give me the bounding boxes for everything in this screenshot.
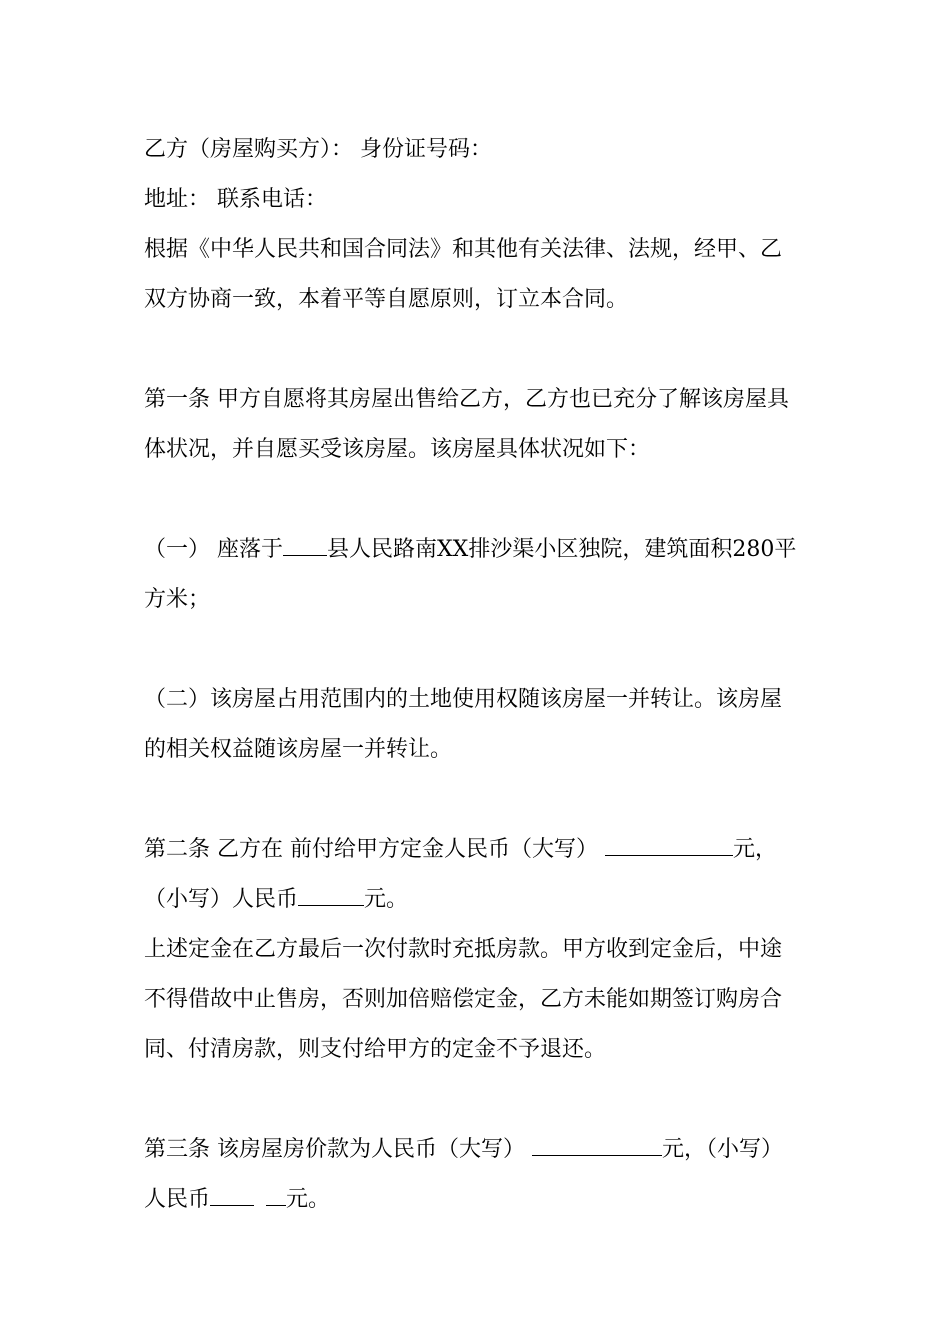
article2-yuan1: 元， [733, 837, 778, 862]
article3-yuan1: 元，（小写） [662, 1137, 784, 1162]
address-label: 地址： [144, 187, 211, 212]
article3-line2-prefix: 人民币 [144, 1187, 211, 1212]
item1-suffix: 平 [774, 537, 797, 562]
article1-line-1: 第一条 甲方自愿将其房屋出售给乙方，乙方也已充分了解该房屋具 [144, 387, 789, 412]
article3-prefix: 第三条 该房屋房价款为人民币（大写） [144, 1137, 525, 1162]
item1-line-1 [144, 535, 814, 565]
item1-prefix: （一） 座落于 [144, 537, 283, 562]
article2-line-5: 同、付清房款，则支付给甲方的定金不予退还。 [144, 1037, 607, 1062]
id-number-label: 身份证号码： [360, 137, 493, 162]
article2-prefix: 第二条 乙方在 前付给甲方定金人民币（大写） [144, 837, 598, 862]
article2-line-4: 不得借故中止售房，否则加倍赔偿定金，乙方未能如期签订购房合 [144, 987, 783, 1012]
article2-line2-prefix: （小写）人民币 [144, 887, 299, 912]
item1-area: 280 [732, 537, 775, 562]
article3-amount-lower-blank-1[interactable] [210, 1185, 254, 1206]
item2-line-1: （二）该房屋占用范围内的土地使用权随该房屋一并转让。该房屋 [144, 687, 783, 712]
buyer-line [144, 135, 814, 165]
article3-amount-lower-blank-2[interactable] [266, 1185, 286, 1206]
preamble-line-2: 双方协商一致，本着平等自愿原则，订立本合同。 [144, 287, 629, 312]
article2-line-3: 上述定金在乙方最后一次付款时充抵房款。甲方收到定金后，中途 [144, 937, 783, 962]
address-line [144, 185, 814, 215]
article1-line-2: 体状况，并自愿买受该房屋。该房屋具体状况如下： [144, 437, 651, 462]
item1-mid2: 排沙渠小区独院，建筑面积 [468, 537, 733, 562]
article2-line-2 [144, 885, 814, 915]
article2-line-1 [144, 835, 814, 865]
article2-yuan2: 元。 [364, 887, 409, 912]
item1-mid1: 县人民路南 [327, 537, 438, 562]
article2-amount-upper-blank[interactable] [605, 835, 733, 856]
article2-amount-lower-blank[interactable] [298, 885, 364, 906]
buyer-label: 乙方（房屋购买方）： [144, 137, 354, 162]
article3-line-1 [144, 1135, 814, 1165]
phone-label: 联系电话： [217, 187, 328, 212]
item1-xx: XX [437, 537, 469, 562]
article3-line-2 [144, 1185, 814, 1215]
preamble-line-1: 根据《中华人民共和国合同法》和其他有关法律、法规，经甲、乙 [144, 237, 783, 262]
item1-line-2: 方米； [144, 587, 211, 612]
article3-amount-upper-blank[interactable] [532, 1135, 662, 1156]
item2-line-2: 的相关权益随该房屋一并转让。 [144, 737, 453, 762]
article3-yuan2: 元。 [286, 1187, 331, 1212]
item1-county-blank[interactable] [283, 535, 327, 556]
